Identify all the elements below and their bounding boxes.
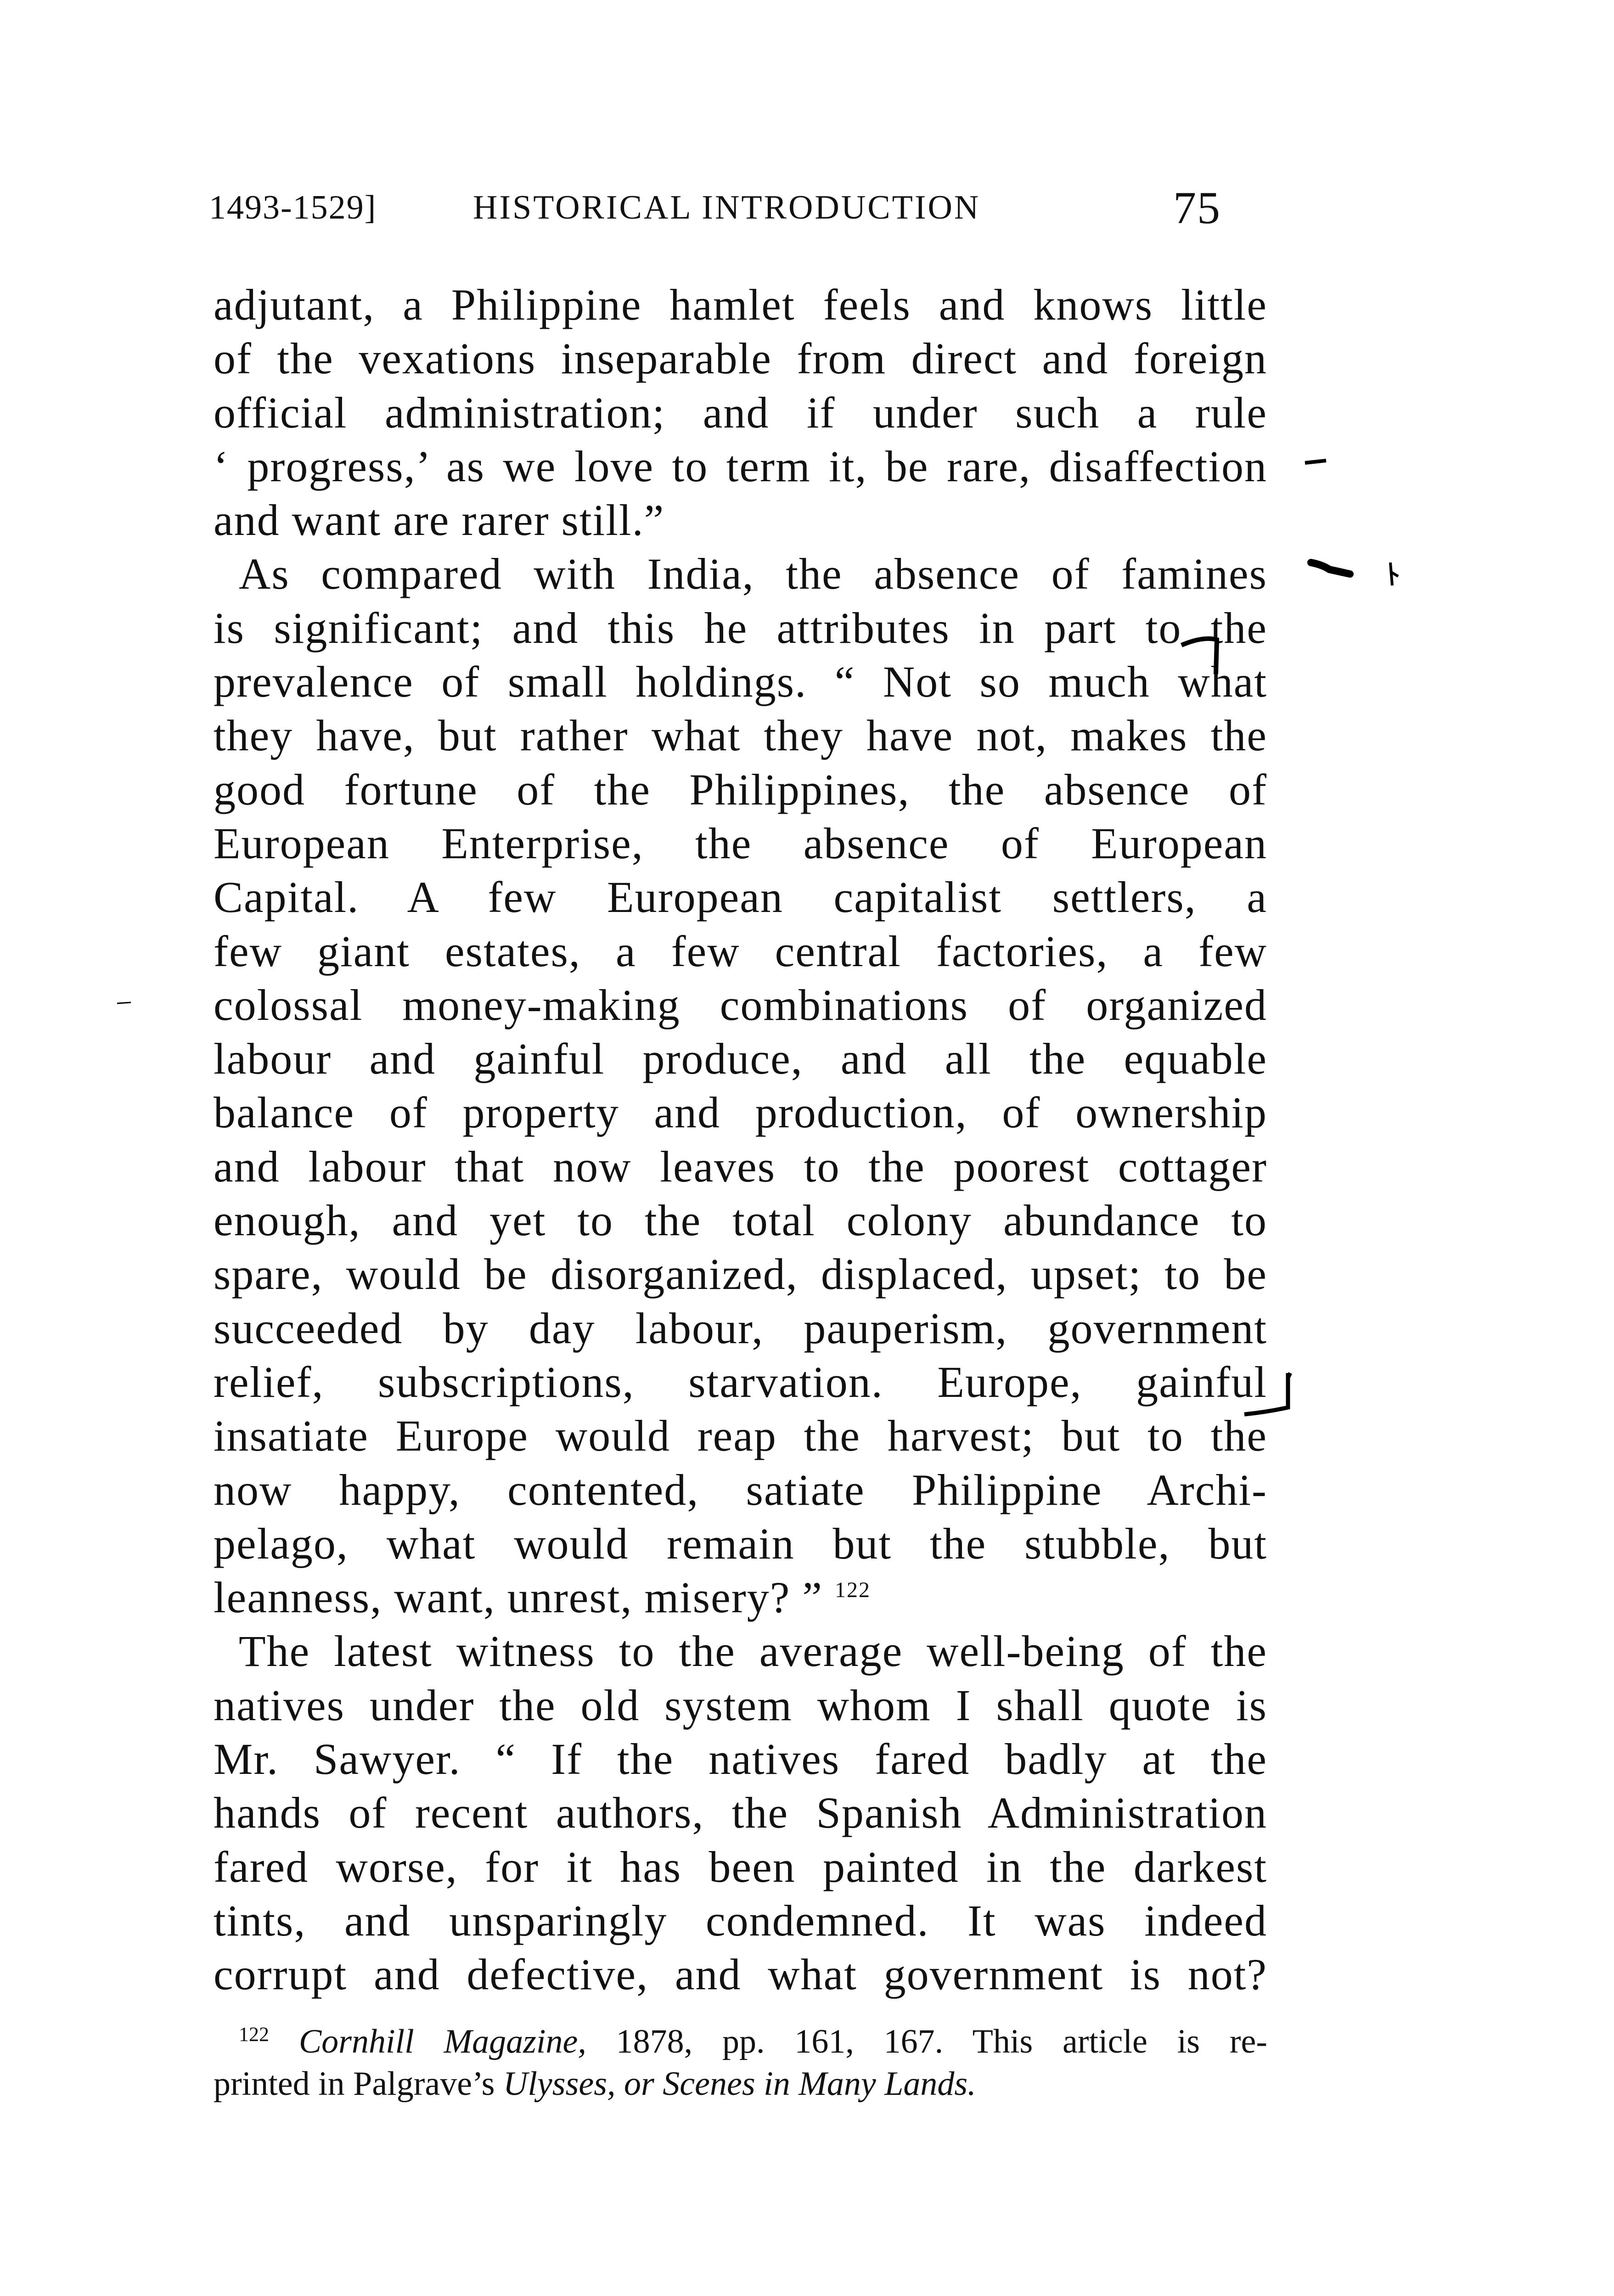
text-line: Mr. Sawyer. “ If the natives fared badly at the <box>214 1734 1267 1784</box>
text-line: insatiate Europe would reap the harvest; but to the <box>214 1411 1267 1461</box>
footnote-reference[interactable]: 122 <box>834 1578 871 1603</box>
text-line: prevalence of small holdings. “ Not so much what <box>214 657 1267 707</box>
text-line: hands of recent authors, the Spanish Administration <box>214 1788 1267 1838</box>
text-line: good fortune of the Philippines, the absence of <box>214 765 1267 814</box>
text-line: ‘ progress,’ as we love to term it, be rare, disaffection <box>214 441 1267 491</box>
text-line: labour and gainful produce, and all the equable <box>214 1034 1267 1084</box>
text-line: succeeded by day labour, pauperism, government <box>214 1303 1267 1353</box>
text-line: pelago, what would remain but the stubble, but <box>214 1519 1267 1568</box>
text-line: is significant; and this he attributes in part to the <box>214 603 1267 653</box>
text-line: enough, and yet to the total colony abundance to <box>214 1196 1267 1245</box>
header-date-range: 1493-1529] <box>209 189 377 226</box>
footnote-line <box>214 2063 1267 2105</box>
text-line: tints, and unsparingly condemned. It was indeed <box>214 1896 1267 1945</box>
margin-dash-mark <box>1311 563 1350 574</box>
text-line: colossal money-making combinations of organized <box>214 980 1267 1030</box>
page-number: 75 <box>1173 182 1221 233</box>
text-line: they have, but rather what they have not, makes the <box>214 711 1267 760</box>
footnote <box>214 2020 1267 2105</box>
text-line-with-footnote-ref <box>214 1570 1267 1624</box>
footnote-line <box>214 2020 1267 2063</box>
journal-title: Cornhill Magazine, <box>298 2023 586 2060</box>
body-text <box>214 278 1267 2002</box>
text-line: As compared with India, the absence of famines <box>239 549 1267 599</box>
text-line: fared worse, for it has been painted in the darkest <box>214 1842 1267 1891</box>
text-line: relief, subscriptions, starvation. Europe, gainful <box>214 1357 1267 1407</box>
text-line: and want are rarer still.” <box>214 495 665 545</box>
book-title: Ulysses, or Scenes in <box>503 2065 799 2103</box>
text-line: Capital. A few European capitalist settlers, a <box>214 872 1267 922</box>
text-line: official administration; and if under such a rule <box>214 388 1267 437</box>
text-line: European Enterprise, the absence of European <box>214 818 1267 868</box>
text-line: few giant estates, a few central factories, a few <box>214 926 1267 976</box>
margin-dash-mark <box>1305 461 1326 463</box>
text-line: balance of property and production, of ownership <box>214 1088 1267 1137</box>
text-line: and labour that now leaves to the poorest cottager <box>214 1142 1267 1191</box>
citation-text: 1878, pp. 161, 167. This article is re- <box>586 2023 1267 2060</box>
text-line: spare, would be disorganized, displaced, upset; to be <box>214 1249 1267 1299</box>
stray-mark <box>117 1002 131 1003</box>
citation-text: printed in Palgrave’s <box>214 2065 503 2103</box>
footnote-number: 122 <box>239 2023 269 2046</box>
margin-cross-mark <box>1390 563 1398 585</box>
text-line: corrupt and defective, and what government is not? <box>214 1950 1267 1999</box>
text-line: leanness, want, unrest, misery? ” <box>214 1573 823 1622</box>
text-line: The latest witness to the average well-being of the <box>239 1626 1267 1676</box>
text-line: now happy, contented, satiate Philippine Archi- <box>214 1465 1267 1514</box>
header-title: HISTORICAL INTRODUCTION <box>473 189 981 226</box>
text-line: adjutant, a Philippine hamlet feels and knows little <box>214 280 1267 329</box>
book-title: Many Lands. <box>799 2065 976 2103</box>
text-line: natives under the old system whom I shall quote is <box>214 1680 1267 1730</box>
text-line: of the vexations inseparable from direct and foreign <box>214 334 1267 383</box>
